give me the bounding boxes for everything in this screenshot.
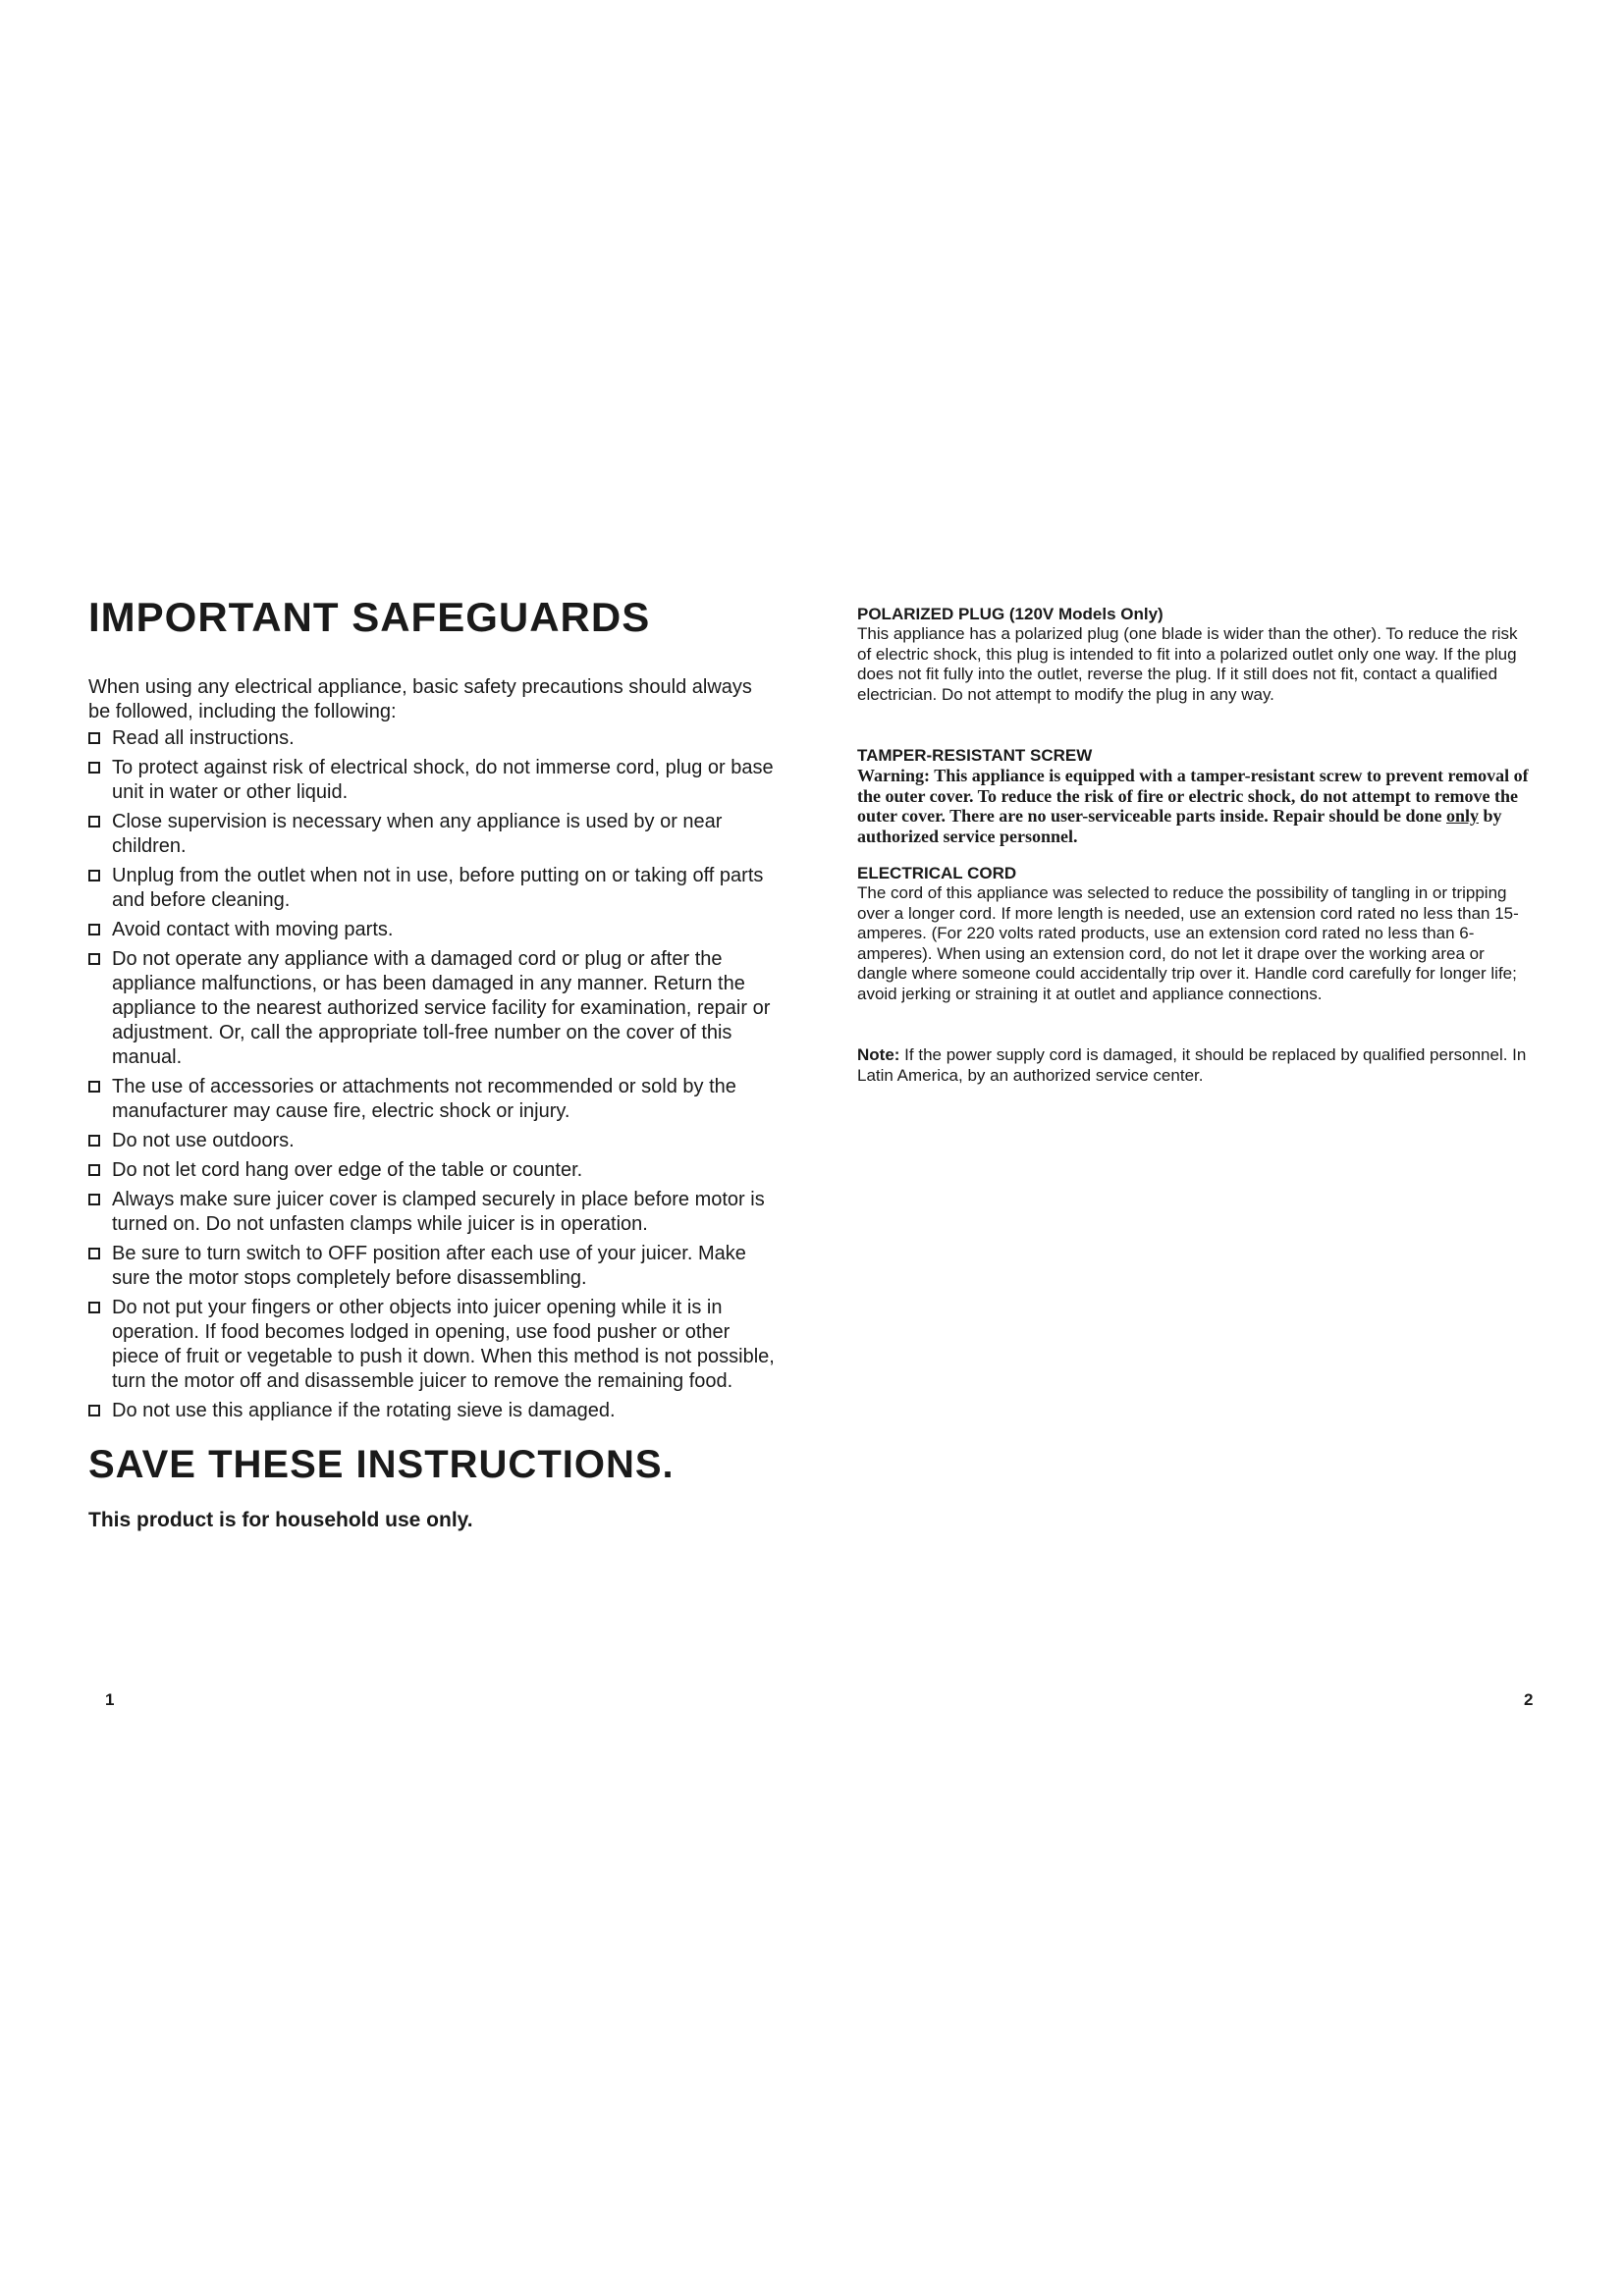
electrical-cord-section <box>857 864 1535 1004</box>
list-item <box>88 1158 776 1183</box>
list-item-text: Be sure to turn switch to OFF position after each use of your juicer. Make sure the motor stops completely before disassembling. <box>112 1243 746 1289</box>
list-item <box>88 1188 776 1237</box>
list-item <box>88 864 776 913</box>
list-item <box>88 1296 776 1394</box>
list-item-text: Do not operate any appliance with a damaged cord or plug or after the appliance malfunctions, or has been damaged in any manner. Return the appliance to the nearest authorized service facility for examination, repair or adjustment. Or, call the appropriate toll-free number on the cover of this manual. <box>112 948 771 1068</box>
tamper-warning-text: Warning: This appliance is equipped with a tamper-resistant screw to prevent removal of the outer cover. To reduce the risk of fire or electric shock, do not attempt to remove the outer cover. There are no user-serviceable parts inside. Repair should be done <box>857 766 1529 826</box>
list-item <box>88 1399 776 1423</box>
checkbox-icon <box>88 870 100 881</box>
list-item <box>88 947 776 1070</box>
list-item <box>88 1242 776 1291</box>
checkbox-icon <box>88 1081 100 1093</box>
checkbox-icon <box>88 762 100 774</box>
checkbox-icon <box>88 1135 100 1147</box>
page-title: IMPORTANT SAFEGUARDS <box>88 594 651 640</box>
checkbox-icon <box>88 1405 100 1416</box>
checkbox-icon <box>88 1164 100 1176</box>
list-item <box>88 810 776 859</box>
list-item-text: Unplug from the outlet when not in use, before putting on or taking off parts and before cleaning. <box>112 865 764 911</box>
checkbox-icon <box>88 1248 100 1259</box>
list-item <box>88 1075 776 1124</box>
list-item <box>88 1129 776 1153</box>
checkbox-icon <box>88 924 100 935</box>
intro-text: When using any electrical appliance, basic safety precautions should always be followed, including the following: <box>88 676 752 722</box>
tamper-warning-underlined: only <box>1446 806 1480 826</box>
electrical-cord-heading: ELECTRICAL CORD <box>857 864 1017 882</box>
household-use-note: This product is for household use only. <box>88 1509 473 1531</box>
list-item-text: Do not use this appliance if the rotating sieve is damaged. <box>112 1400 616 1421</box>
checkbox-icon <box>88 732 100 744</box>
tamper-resistant-section <box>857 746 1535 846</box>
list-item <box>88 918 776 942</box>
polarized-plug-heading: POLARIZED PLUG (120V Models Only) <box>857 605 1164 623</box>
list-item-text: Do not use outdoors. <box>112 1130 295 1151</box>
tamper-resistant-heading: TAMPER-RESISTANT SCREW <box>857 746 1093 765</box>
page-number-right: 2 <box>1524 1690 1534 1709</box>
list-item-text: The use of accessories or attachments not recommended or sold by the manufacturer may cause fire, electric shock or injury. <box>112 1076 736 1122</box>
safeguards-list <box>88 726 776 1428</box>
list-item-text: Read all instructions. <box>112 727 295 749</box>
checkbox-icon <box>88 1302 100 1313</box>
list-item-text: Close supervision is necessary when any appliance is used by or near children. <box>112 811 723 857</box>
list-item-text: Always make sure juicer cover is clamped securely in place before motor is turned on. Do not unfasten clamps while juicer is in operation. <box>112 1189 765 1235</box>
list-item <box>88 756 776 805</box>
checkbox-icon <box>88 816 100 828</box>
save-instructions-heading: SAVE THESE INSTRUCTIONS. <box>88 1443 675 1486</box>
note-section <box>857 1045 1535 1086</box>
list-item-text: To protect against risk of electrical shock, do not immerse cord, plug or base unit in water or other liquid. <box>112 757 774 803</box>
tamper-warning-text-end: by authorized service personnel. <box>857 806 1502 846</box>
polarized-plug-section <box>857 605 1535 705</box>
checkbox-icon <box>88 1194 100 1205</box>
checkbox-icon <box>88 953 100 965</box>
note-label: Note: <box>857 1045 900 1064</box>
note-paragraph <box>857 1045 1535 1086</box>
polarized-plug-text: This appliance has a polarized plug (one blade is wider than the other). To reduce the risk of electric shock, this plug is intended to fit into a polarized outlet only one way. If the plug does not fit fully into the outlet, reverse the plug. If it still does not fit, contact a qualified electrician. Do not attempt to modify the plug in any way. <box>857 624 1518 704</box>
list-item-text: Avoid contact with moving parts. <box>112 919 394 940</box>
electrical-cord-text: The cord of this appliance was selected to reduce the possibility of tangling in or tripping over a longer cord. If more length is needed, use an extension cord rated no less than 15-amperes. (For 220 volts rated products, use an extension cord rated no less than 6-amperes). When using an extension cord, do not let it drape over the working area or dangle where someone could accidentally trip over it. Handle cord carefully for longer life; avoid jerking or straining it at outlet and appliance connections. <box>857 883 1519 1003</box>
page-number-left: 1 <box>105 1690 115 1709</box>
list-item-text: Do not let cord hang over edge of the table or counter. <box>112 1159 583 1181</box>
list-item-text: Do not put your fingers or other objects into juicer opening while it is in operation. If food becomes lodged in opening, use food pusher or other piece of fruit or vegetable to push it down. When this method is not possible, turn the motor off and disassemble juicer to remove the remaining food. <box>112 1297 775 1392</box>
tamper-resistant-warning <box>857 766 1535 846</box>
list-item <box>88 726 776 751</box>
note-text: If the power supply cord is damaged, it should be replaced by qualified personnel. In Latin America, by an authorized service center. <box>857 1045 1527 1085</box>
